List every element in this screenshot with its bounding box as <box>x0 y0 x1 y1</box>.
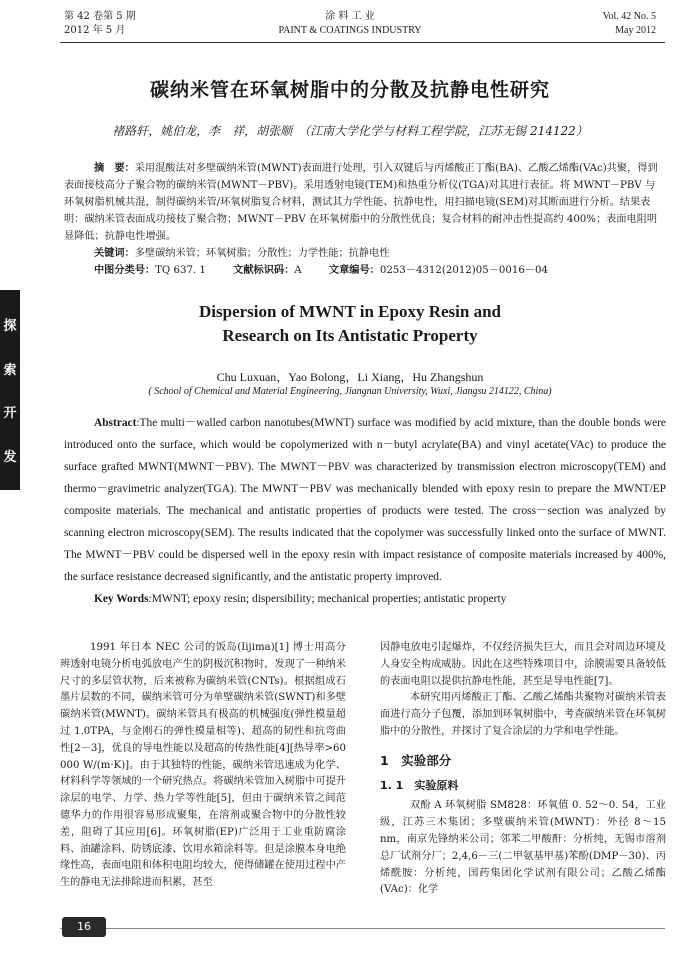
journal-name <box>0 10 700 38</box>
body-paragraph: 双酚 A 环氧树脂 SM828：环氧值 0. 52～0. 54，工业级，江苏三木集团；多壁碳纳米管(MWNT)：外径 8～15 nm，南京先锋纳米公司；邻苯二甲酸酐：分析纯，无锡市溶剂总厂试剂分厂；2,4,6－三(二甲氨基甲基)苯酚(DMP－30)、丙烯酰胺：分析纯，国药集团化学试剂有限公司；乙酸乙烯酯(VAc)：化学 <box>380 800 666 896</box>
doc-code-label: 文献标识码： <box>233 265 295 276</box>
abstract-cn <box>64 160 664 279</box>
abstract-cn-label: 摘 要： <box>94 163 135 174</box>
authors-cn: 褚路轩，姚伯龙，李 祥，胡张顺 （江南大学化学与材料工程学院，江苏无锡 214122） <box>112 124 588 138</box>
abstract-cn-text: 采用混酸法对多壁碳纳米管(MWNT)表面进行处理，引入双键后与丙烯酸正丁酯(BA)、乙酸乙烯酯(VAc)共聚，得到表面接枝高分子聚合物的碳纳米管(MWNT－PBV)。采用透射电镜(TEM)和热重分析仪(TGA)对其进行表征。将 MWNT－PBV 与环氧树脂机械共混，制得碳纳米管/环氧树脂复合材料，测试其力学性能、抗静电性，用扫描电镜(SEM)对其断面进行分析。结果表明：碳纳米管表面成功接枝了聚合物；MWNT－PBV 在环氧树脂中的分散性优良；复合材料的耐冲击性提高约 400%；表面电阻明显降低；抗静电性增强。 <box>64 163 658 242</box>
clc-value: TQ 637. 1 <box>155 265 206 276</box>
keywords-cn-label: 关键词： <box>94 248 135 259</box>
body-paragraph: 1991 年日本 NEC 公司的饭岛(Iijima)[1] 博士用高分辨透射电镜分析电弧放电产生的阴极沉积物时，发现了一种纳米尺寸的多层管状物，后来被称为碳纳米管(CNTs)。根据组成石墨片层数的不同，碳纳米管可分为单壁碳纳米管(SWNT)和多壁碳纳米管(MWNT)。碳纳米管具有极高的机械强度(弹性模量超过 1.0TPA，与金刚石的弹性模量相等)、超高的韧性和抗弯曲性[2－3]，优良的导电性能以及超高的传热性能[4][热导率>60 000 W/(m·K)]。由于其独特的性能，碳纳米管迅速成为化学、材料科学等领域的一个研究热点。将碳纳米管加入树脂中可提升涂层的电学、力学、热力学等性能[5]，但由于碳纳米管之间范德华力的作用很容易形成聚集，在溶剂或聚合物中的分散性较差，阻碍了其应用[6]。环氧树脂(EP)广泛用于工业重防腐涂料、油罐涂料、防锈底漆、饮用水箱涂料等。但是涂膜本身电绝缘性高，表面电阻和体积电阻均较大，使得储罐在使用过程中产生的静电无法排除进而积累，甚至 <box>60 642 346 889</box>
authors-en: Chu Luxuan，Yao Bolong，Li Xiang，Hu Zhangshun <box>216 370 484 384</box>
date-en: May 2012 <box>615 25 656 36</box>
side-tab-char: 开 <box>3 406 17 422</box>
keywords-en-label: Key Words <box>94 593 149 605</box>
journal-en: PAINT & COATINGS INDUSTRY <box>278 25 422 36</box>
footer-rule <box>60 928 665 929</box>
date-cn: 2012 年 5 月 <box>64 25 126 36</box>
abstract-en <box>64 412 666 610</box>
abstract-en-text: :The multi－walled carbon nanotubes(MWNT) surface was modified by acid mixture, than the double bonds were introduced onto the surface, which would be copolymerized with n－butyl acrylate(BA) and vinyl acetate(VAc) to produce the surface grafted MWNT(MWNT－PBV). The MWNT－PBV was characterized by transmission electron microscopy(TEM) and thermo－gravimetric analyzer(TGA). The MWNT－PBV was mechanically blended with epoxy resin to prepare the MWNT/EP composite materials. The mechanical and antistatic properties of products were tested. The cross－section was analyzed by scanning electron microscopy(SEM). The results indicated that the copolymer was successfully linked onto the surface of MWNT. The MWNT－PBV could be dispersed well in the epoxy resin with impact resistance of composite materials increased by 400%, the surface resistance decreased significantly, and the antistatic property improved. <box>64 417 666 583</box>
body-column-right <box>380 640 666 899</box>
article-no-value: 0253－4312(2012)05－0016－04 <box>379 265 548 276</box>
article-title-cn: 碳纳米管在环氧树脂中的分散及抗静电性研究 <box>149 79 550 101</box>
side-tab-char: 探 <box>3 318 17 334</box>
affiliation-en: ( School of Chemical and Material Engineering, Jiangnan University, Wuxi, Jiangsu 214122, China) <box>148 386 552 397</box>
subsection-heading: 1. 1 实验原料 <box>380 778 459 792</box>
keywords-cn: 多壁碳纳米管；环氧树脂；分散性；力学性能；抗静电性 <box>134 248 390 259</box>
body-column-left <box>60 640 346 892</box>
side-tab-char: 发 <box>3 450 17 466</box>
body-paragraph: 本研究用丙烯酸正丁酯、乙酸乙烯酯共聚物对碳纳米管表面进行高分子包覆，添加到环氧树脂中，考查碳纳米管在环氧树脂中的分散性，并探讨了复合涂层的力学和电学性能。 <box>380 692 666 737</box>
page-number: 16 <box>62 917 106 937</box>
vol-en: Vol. 42 No. 5 <box>602 11 656 22</box>
side-tab-char: 索 <box>3 362 17 378</box>
journal-cn: 涂 料 工 业 <box>325 11 375 22</box>
doc-code-value: A <box>294 265 302 276</box>
article-title-en: Dispersion of MWNT in Epoxy Resin and Research on Its Antistatic Property <box>199 302 501 345</box>
article-no-label: 文章编号： <box>328 265 380 276</box>
body-paragraph: 因静电放电引起爆炸，不仅经济损失巨大，而且会对周边环境及人身安全构成威胁。因此在这些特殊项目中，涂膜需要具备较低的表面电阻以提供抗静电性能，甚至是导电性能[7]。 <box>380 642 666 687</box>
keywords-en: :MWNT; epoxy resin; dispersibility; mechanical properties; antistatic property <box>148 593 507 605</box>
abstract-en-label: Abstract <box>94 417 137 429</box>
header-rule <box>60 42 665 43</box>
section-heading: 1 实验部分 <box>380 752 452 768</box>
clc-label: 中图分类号： <box>94 265 156 276</box>
issue-cn: 第 42 卷第 5 期 <box>64 11 136 22</box>
journal-volume-en <box>603 10 656 38</box>
